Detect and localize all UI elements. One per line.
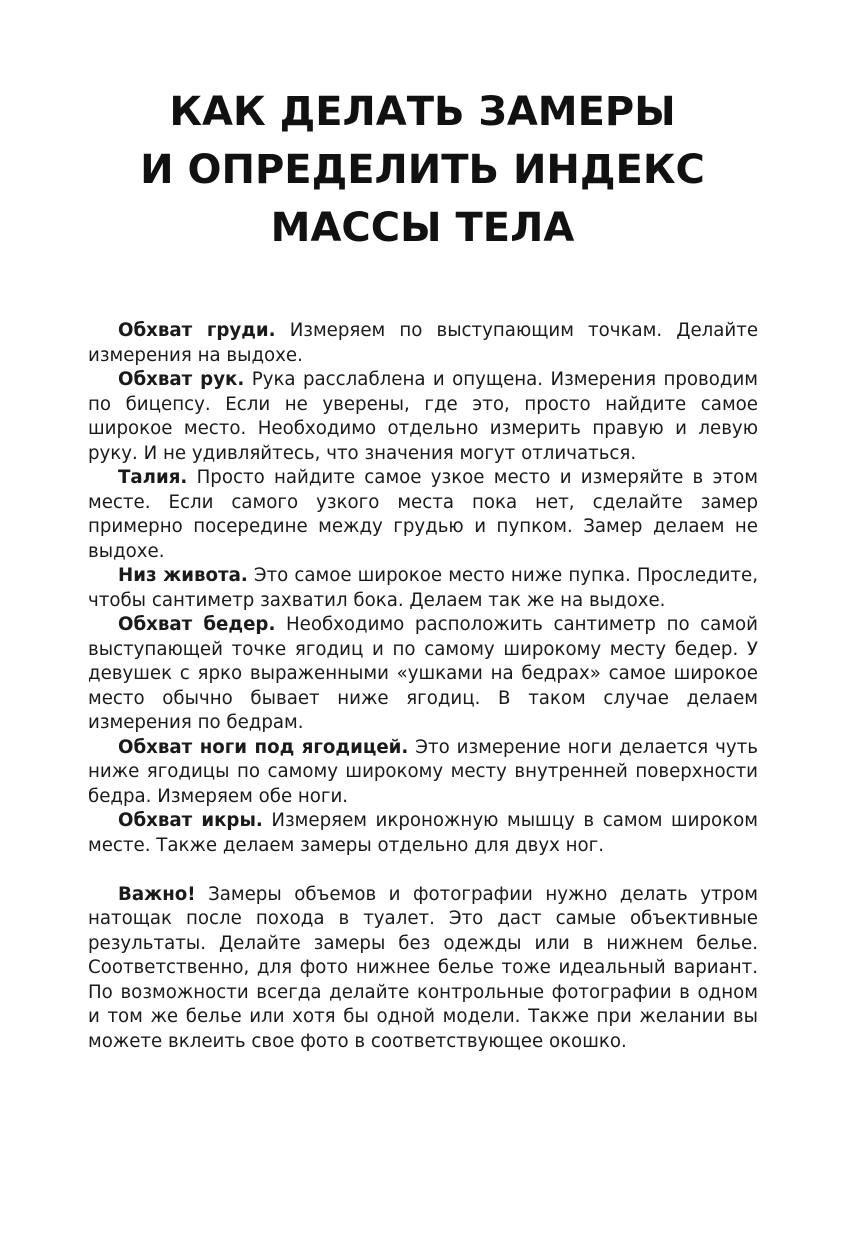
text-lower-belly: Это самое широкое место ниже пупка. Проследите, чтобы сантиметр захватил бока. Делаем так же на выдохе. bbox=[88, 565, 759, 611]
term-thigh: Обхват ноги под ягодицей. bbox=[118, 736, 409, 758]
text-important: Замеры объемов и фотографии нужно делать утром натощак после похода в туалет. Это даст самые объективные результаты. Делайте замеры без одежды или в нижнем белье. Соответственно, для фото нижнее белье тоже идеальный вариант. По возможности всегда делайте контрольные фотографии в одном и том же белье или хотя бы одной модели. Также при желании вы можете вклеить свое фото в соответствующее окошко. bbox=[88, 883, 758, 1052]
title-line-2: И ОПРЕДЕЛИТЬ ИНДЕКС bbox=[140, 147, 705, 193]
term-waist: Талия. bbox=[118, 467, 188, 488]
title-line-3: МАССЫ ТЕЛА bbox=[270, 205, 575, 251]
body-text bbox=[88, 319, 758, 1054]
paragraph-arms bbox=[88, 368, 758, 466]
paragraph-chest bbox=[88, 319, 758, 368]
paragraph-waist bbox=[88, 466, 758, 564]
term-important: Важно! bbox=[118, 883, 196, 905]
paragraph-hips bbox=[88, 613, 758, 736]
paragraph-important-note bbox=[88, 883, 758, 1055]
paragraph-lower-belly bbox=[88, 564, 758, 613]
page-title bbox=[0, 83, 845, 257]
term-calf: Обхват икры. bbox=[118, 810, 263, 831]
paragraph-calf bbox=[88, 809, 758, 858]
term-hips: Обхват бедер. bbox=[118, 614, 276, 635]
paragraph-spacer bbox=[88, 858, 758, 883]
text-waist: Просто найдите самое узкое место и измеряйте в этом месте. Если самого узкого места пока нет, сделайте замер примерно посередине между грудью и пупком. Замер делаем не выдохе. bbox=[88, 467, 758, 562]
text-thigh: Это измерение ноги делается чуть ниже ягодицы по самому широкому месту внутренней поверхности бедра. Измеряем обе ноги. bbox=[88, 736, 758, 807]
text-chest: Измеряем по выступающим точкам. Делайте измерения на выдохе. bbox=[88, 320, 759, 366]
text-arms: Рука расслаблена и опущена. Измерения проводим по бицепсу. Если не уверены, где это, просто найдите самое широкое место. Необходимо отдельно измерить правую и левую руку. И не удивляйтесь, что значения могут отличаться. bbox=[88, 369, 758, 464]
text-hips: Необходимо расположить сантиметр по самой выступающей точке ягодиц и по самому широкому месту бедер. У девушек с ярко выраженными «ушками на бедрах» самое широкое место обычно бывает ниже ягодиц. В таком случае делаем измерения по бедрам. bbox=[88, 614, 758, 733]
paragraph-thigh bbox=[88, 736, 758, 810]
term-chest: Обхват груди. bbox=[118, 320, 276, 341]
term-lower-belly: Низ живота. bbox=[118, 565, 248, 586]
text-calf: Измеряем икроножную мышцу в самом широком месте. Также делаем замеры отдельно для двух ног. bbox=[88, 810, 758, 856]
term-arms: Обхват рук. bbox=[118, 369, 245, 390]
title-line-1: КАК ДЕЛАТЬ ЗАМЕРЫ bbox=[169, 89, 676, 135]
